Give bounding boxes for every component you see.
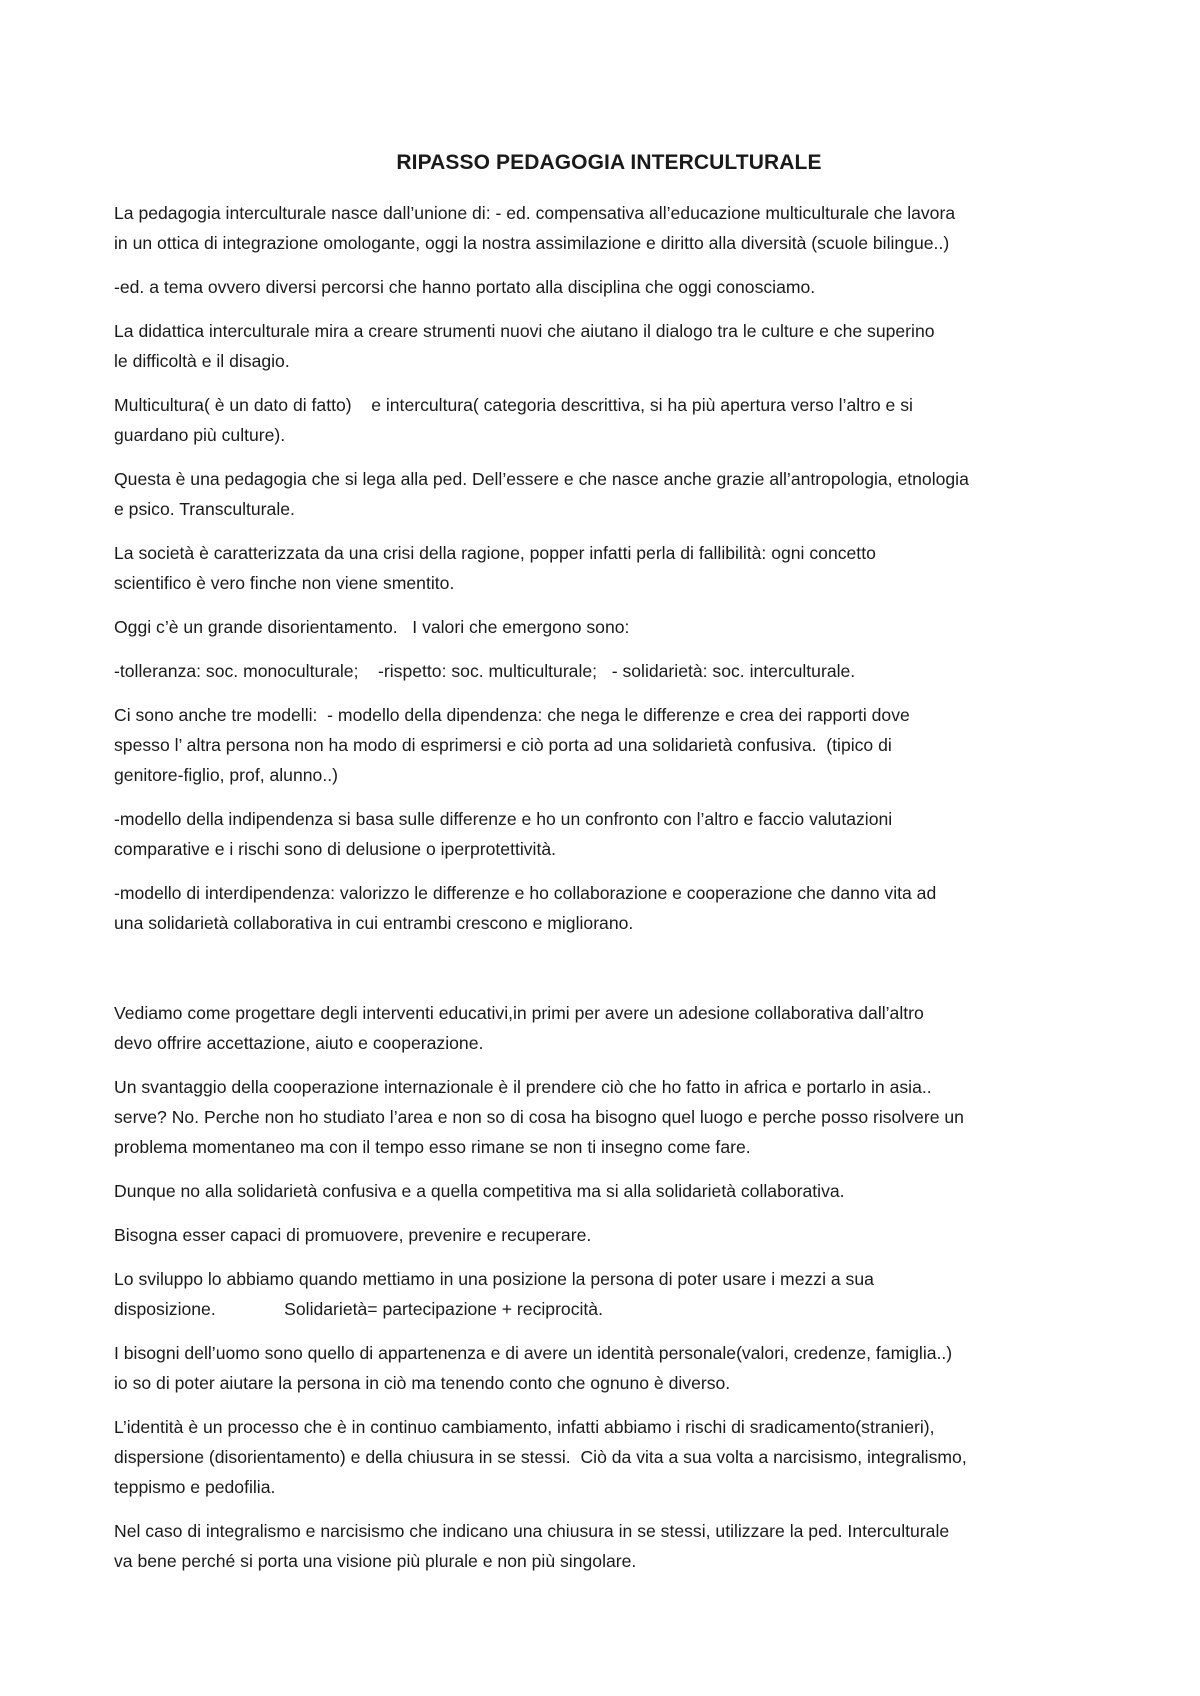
paragraph xyxy=(114,804,1104,864)
text-line: La didattica interculturale mira a creare strumenti nuovi che aiutano il dialogo tra le culture e che superino xyxy=(114,321,935,341)
text-line: Vediamo come progettare degli interventi educativi,in primi per avere un adesione collaborativa dall’altro xyxy=(114,1003,924,1023)
text-line: Multicultura( è un dato di fatto) e intercultura( categoria descrittiva, si ha più apertura verso l’altro e si xyxy=(114,395,913,415)
text-line: L’identità è un processo che è in continuo cambiamento, infatti abbiamo i rischi di sradicamento(stranieri), xyxy=(114,1417,935,1437)
text-line: devo offrire accettazione, aiuto e cooperazione. xyxy=(114,1033,484,1053)
text-line: una solidarietà collaborativa in cui entrambi crescono e migliorano. xyxy=(114,913,634,933)
text-line: disposizione. Solidarietà= partecipazione + reciprocità. xyxy=(114,1299,603,1319)
paragraph xyxy=(114,1516,1104,1576)
text-line: -tolleranza: soc. monoculturale; -rispetto: soc. multiculturale; - solidarietà: soc. interculturale. xyxy=(114,661,856,681)
paragraph xyxy=(114,538,1104,598)
text-line: Questa è una pedagogia che si lega alla ped. Dell’essere e che nasce anche grazie all’antropologia, etnologia xyxy=(114,469,969,489)
text-line: scientifico è vero finche non viene smentito. xyxy=(114,573,455,593)
paragraph xyxy=(114,1072,1104,1162)
text-line: Un svantaggio della cooperazione internazionale è il prendere ciò che ho fatto in africa e portarlo in asia.. xyxy=(114,1077,932,1097)
document-title: RIPASSO PEDAGOGIA INTERCULTURALE xyxy=(396,151,822,174)
paragraph xyxy=(114,1176,1104,1206)
text-line: genitore-figlio, prof, alunno..) xyxy=(114,765,338,785)
text-line: -modello della indipendenza si basa sulle differenze e ho un confronto con l’altro e faccio valutazioni xyxy=(114,809,893,829)
text-line: I bisogni dell’uomo sono quello di appartenenza e di avere un identità personale(valori, credenze, famiglia..) xyxy=(114,1343,953,1363)
paragraph xyxy=(114,1338,1104,1398)
text-line: comparative e i rischi sono di delusione o iperprotettività. xyxy=(114,839,557,859)
text-line: Nel caso di integralismo e narcisismo che indicano una chiusura in se stessi, utilizzare la ped. Interculturale xyxy=(114,1521,950,1541)
text-line: dispersione (disorientamento) e della chiusura in se stessi. Ciò da vita a sua volta a narcisismo, integralismo, xyxy=(114,1447,967,1467)
text-line: Oggi c’è un grande disorientamento. I valori che emergono sono: xyxy=(114,617,630,637)
text-line: -ed. a tema ovvero diversi percorsi che hanno portato alla disciplina che oggi conosciamo. xyxy=(114,277,816,297)
paragraph xyxy=(114,316,1104,376)
document-page xyxy=(114,148,1104,1590)
text-line: spesso l’ altra persona non ha modo di esprimersi e ciò porta ad una solidarietà confusiva. (tipico di xyxy=(114,735,892,755)
text-line: La società è caratterizzata da una crisi della ragione, popper infatti perla di fallibilità: ogni concetto xyxy=(114,543,876,563)
text-line: -modello di interdipendenza: valorizzo le differenze e ho collaborazione e cooperazione che danno vita ad xyxy=(114,883,937,903)
paragraph xyxy=(114,1264,1104,1324)
paragraph xyxy=(114,272,1104,302)
paragraph xyxy=(114,700,1104,790)
paragraph xyxy=(114,656,1104,686)
section-interventions xyxy=(114,998,1104,1576)
text-line: Bisogna esser capaci di promuovere, prevenire e recuperare. xyxy=(114,1225,592,1245)
text-line: Ci sono anche tre modelli: - modello della dipendenza: che nega le differenze e crea dei rapporti dove xyxy=(114,705,910,725)
text-line: in un ottica di integrazione omologante, oggi la nostra assimilazione e diritto alla diversità (scuole bilingue..) xyxy=(114,233,950,253)
section-intro xyxy=(114,198,1104,938)
paragraph xyxy=(114,1412,1104,1502)
text-line: Dunque no alla solidarietà confusiva e a quella competitiva ma si alla solidarietà collaborativa. xyxy=(114,1181,845,1201)
text-line: Lo sviluppo lo abbiamo quando mettiamo in una posizione la persona di poter usare i mezzi a sua xyxy=(114,1269,874,1289)
paragraph xyxy=(114,198,1104,258)
text-line: La pedagogia interculturale nasce dall’unione di: - ed. compensativa all’educazione multiculturale che lavora xyxy=(114,203,956,223)
text-line: io so di poter aiutare la persona in ciò ma tenendo conto che ognuno è diverso. xyxy=(114,1373,731,1393)
paragraph xyxy=(114,464,1104,524)
paragraph xyxy=(114,878,1104,938)
text-line: le difficoltà e il disagio. xyxy=(114,351,290,371)
paragraph xyxy=(114,612,1104,642)
text-line: teppismo e pedofilia. xyxy=(114,1477,276,1497)
text-line: problema momentaneo ma con il tempo esso rimane se non ti insegno come fare. xyxy=(114,1137,751,1157)
paragraph xyxy=(114,998,1104,1058)
section-gap xyxy=(114,952,1104,998)
text-line: guardano più culture). xyxy=(114,425,286,445)
paragraph xyxy=(114,390,1104,450)
text-line: serve? No. Perche non ho studiato l’area e non so di cosa ha bisogno quel luogo e perche posso risolvere un xyxy=(114,1107,964,1127)
paragraph xyxy=(114,1220,1104,1250)
text-line: e psico. Transculturale. xyxy=(114,499,295,519)
text-line: va bene perché si porta una visione più plurale e non più singolare. xyxy=(114,1551,637,1571)
